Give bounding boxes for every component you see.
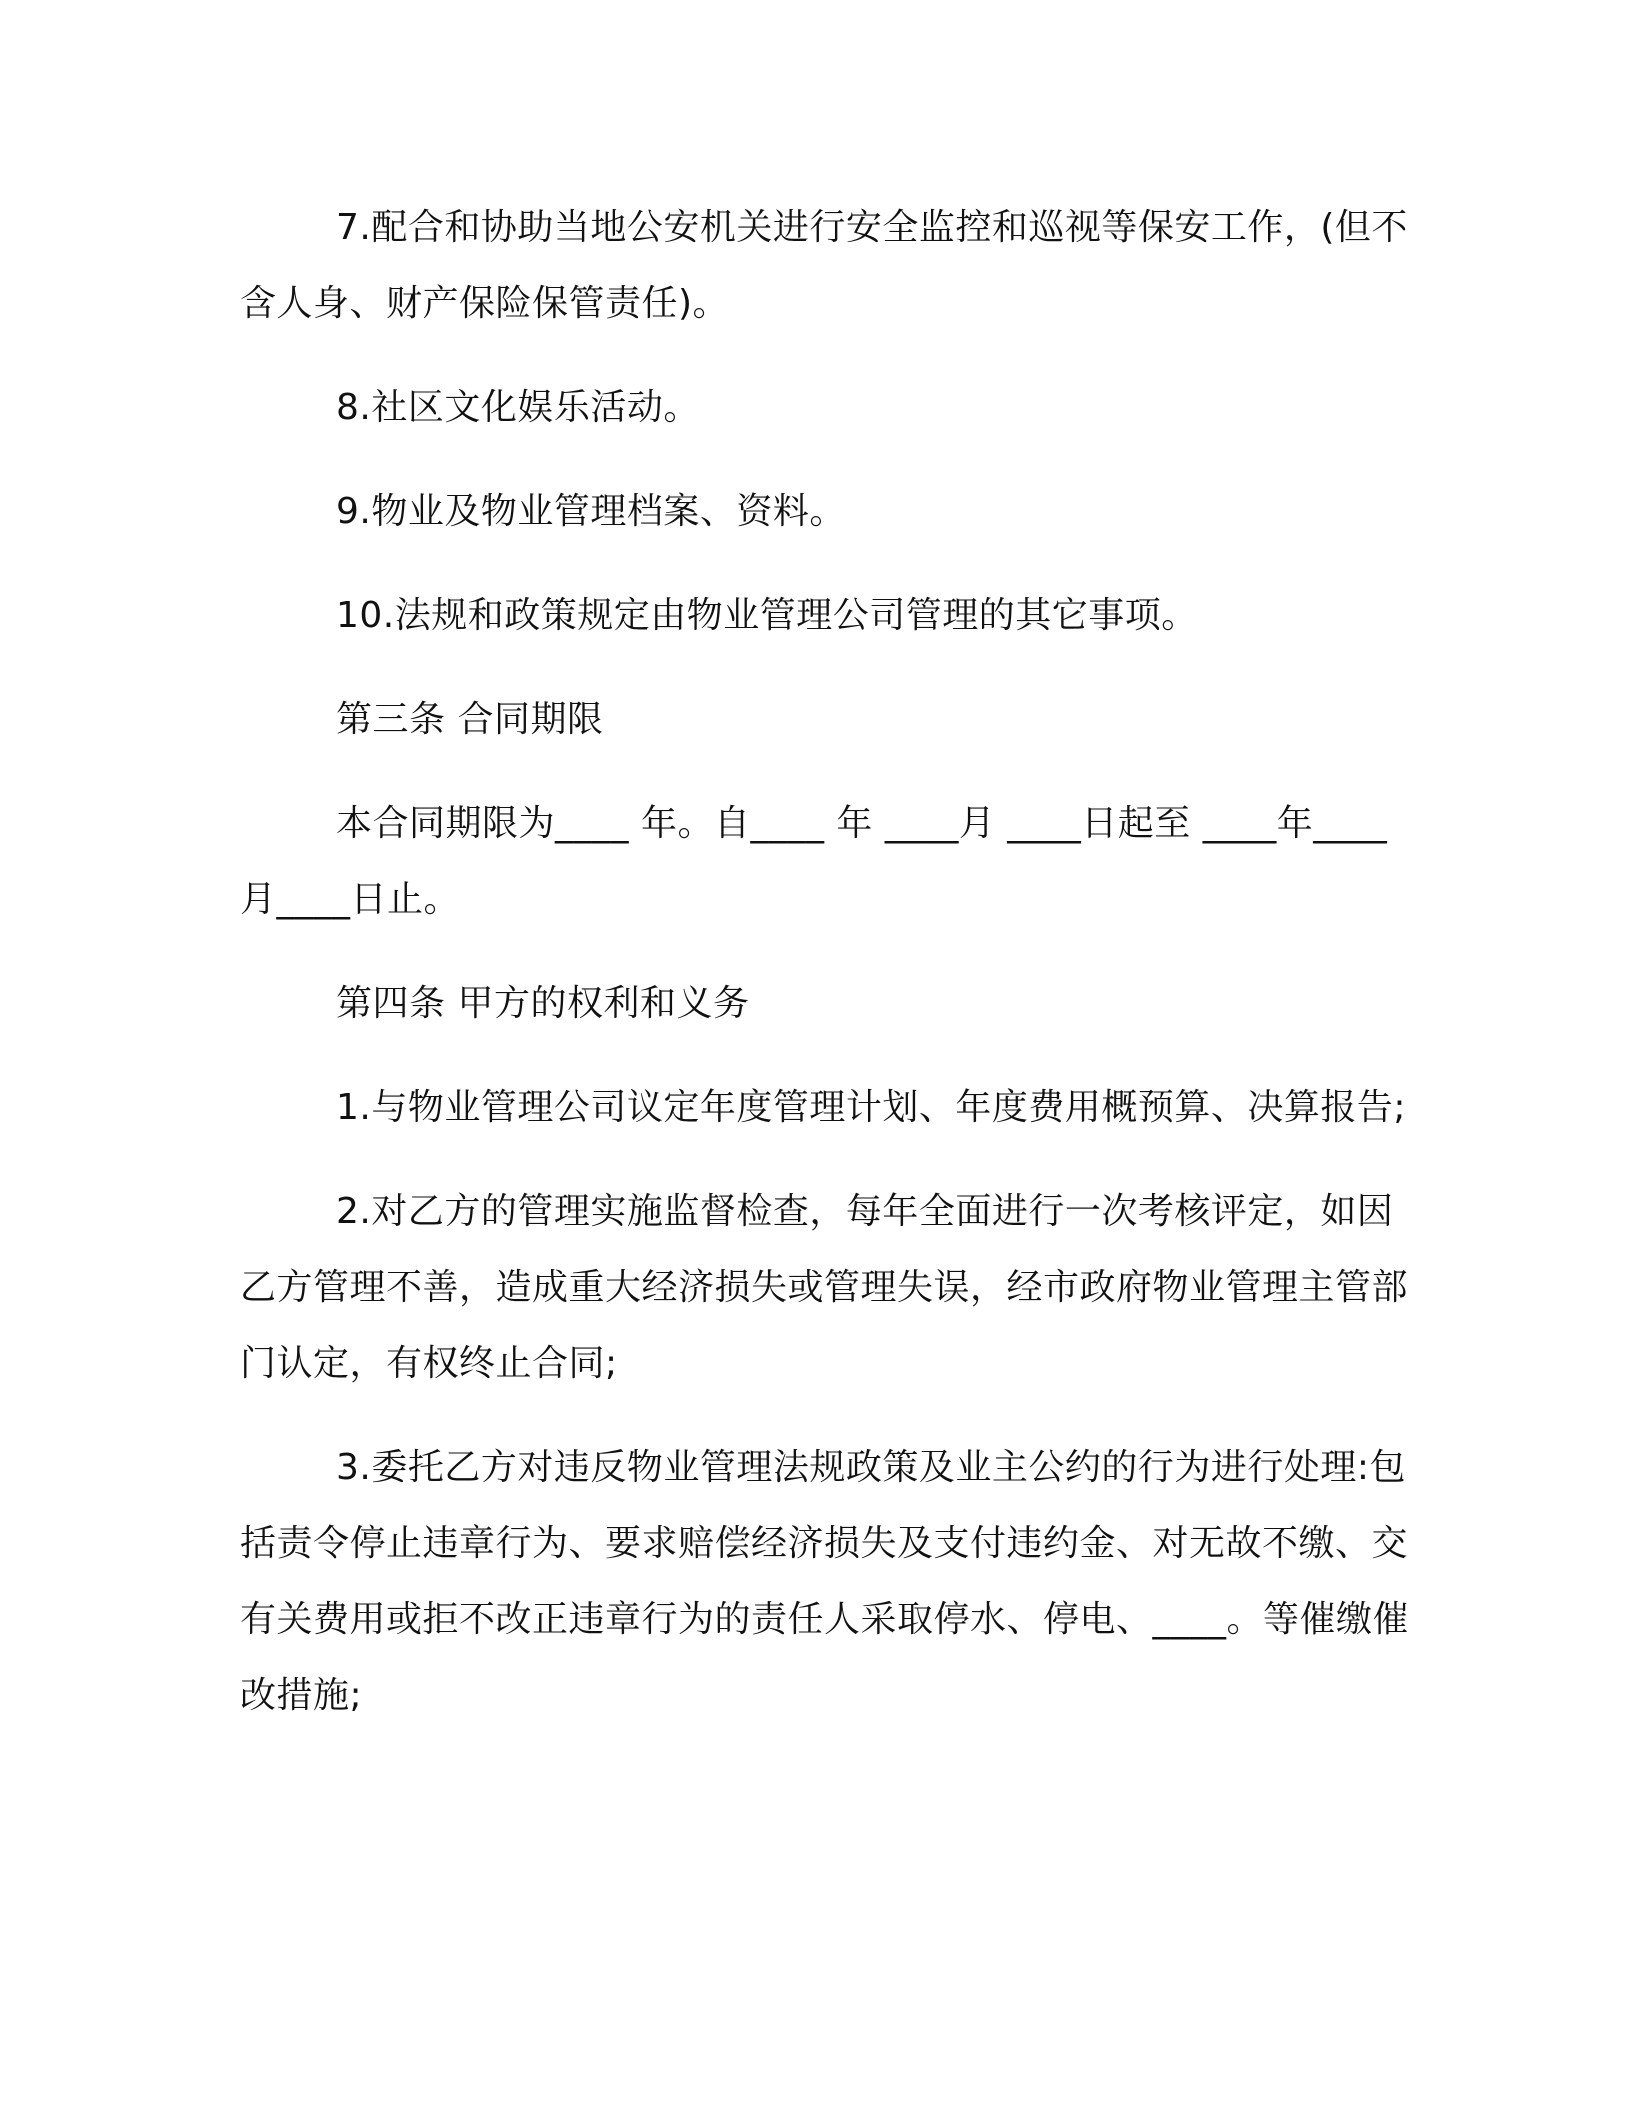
article-4-item-2: 2.对乙方的管理实施监督检查，每年全面进行一次考核评定，如因乙方管理不善，造成重大经济损失或管理失误，经市政府物业管理主管部门认定，有权终止合同; <box>240 1191 1409 1384</box>
article-4-item-3: 3.委托乙方对违反物业管理法规政策及业主公约的行为进行处理:包括责令停止违章行为、要求赔偿经济损失及支付违约金、对无故不缴、交有关费用或拒不改正违章行为的责任人采取停水、停电、____。等催缴催改措施; <box>240 1447 1410 1716</box>
article-3-heading: 第三条 合同期限 <box>336 699 604 740</box>
paragraph-item-9: 9.物业及物业管理档案、资料。 <box>336 491 846 532</box>
article-3-term: 本合同期限为____ 年。自____ 年 ____月 ____日起至 ____年____月____日止。 <box>240 803 1388 920</box>
paragraph-item-10: 10.法规和政策规定由物业管理公司管理的其它事项。 <box>336 595 1198 636</box>
document-body <box>240 190 1420 1762</box>
paragraph-item-8: 8.社区文化娱乐活动。 <box>336 387 700 428</box>
article-4-heading: 第四条 甲方的权利和义务 <box>336 983 750 1024</box>
paragraph-item-7: 7.配合和协助当地公安机关进行安全监控和巡视等保安工作，(但不含人身、财产保险保管责任)。 <box>240 207 1408 324</box>
article-4-item-1: 1.与物业管理公司议定年度管理计划、年度费用概预算、决算报告; <box>336 1087 1406 1128</box>
